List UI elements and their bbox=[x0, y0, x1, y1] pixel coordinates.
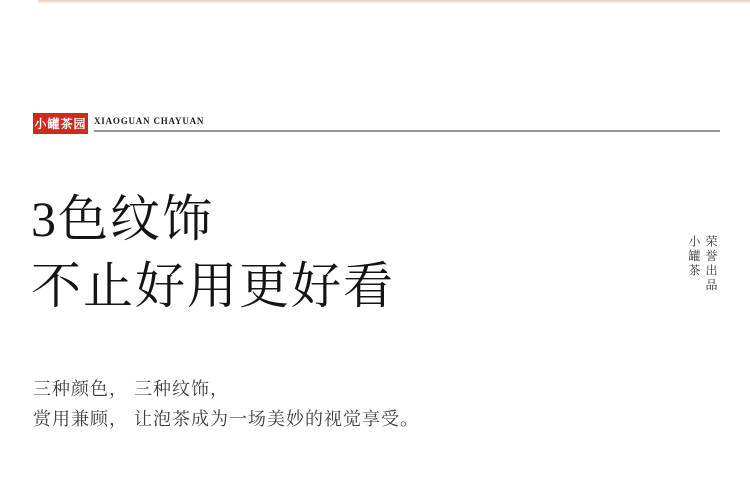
section-title-line1: 3色纹饰 bbox=[31, 191, 214, 247]
header-rule bbox=[94, 130, 720, 132]
description-line2: 赏用兼顾， 让泡茶成为一场美妙的视觉享受。 bbox=[33, 409, 419, 429]
seal-column-honor: 荣誉出品 bbox=[704, 235, 718, 293]
seal-column-brand: 小罐茶 bbox=[687, 235, 701, 279]
description-line1: 三种颜色， 三种纹饰， bbox=[33, 379, 229, 399]
brand-seal-vertical-text bbox=[685, 235, 719, 297]
top-divider bbox=[38, 0, 750, 3]
section-description bbox=[33, 374, 419, 434]
section-title bbox=[31, 186, 395, 320]
section-title-line2: 不止好用更好看 bbox=[31, 258, 395, 314]
brand-latin-name: XIAOGUAN CHAYUAN bbox=[94, 116, 205, 126]
brand-badge: 小罐茶园 bbox=[33, 113, 88, 134]
